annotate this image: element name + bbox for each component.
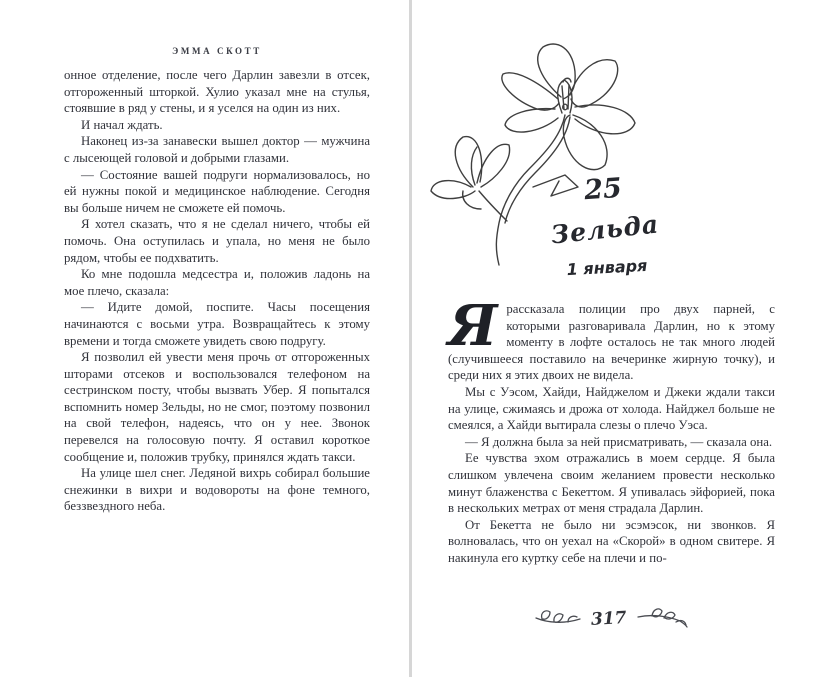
branch-flourish-left-icon — [534, 608, 582, 630]
paragraph: — Идите домой, поспите. Часы посещения начинаются с восьми утра. Возвращайтесь к этому времени и тогда сможете увидеть свою подругу. — [64, 300, 370, 348]
paragraph: Я позволил ей увести меня прочь от отгороженных шторами отсеков и воспользовался телефоном на сестринском посту, чтобы вызвать Убер. Я попытался вспомнить номер Зельды, но не смог, поэтому позвонил на свой телефон, надеясь, что он у нее. Звонок перевелся на голосовую почту. Я оставил короткое сообщение и, положив трубку, принялся ждать такси. — [64, 350, 370, 464]
right-page-body — [448, 293, 775, 567]
left-page — [64, 46, 370, 515]
paragraph: И начал ждать. — [81, 117, 163, 132]
paragraph: От Бекетта не было ни эсэмэсок, ни звонков. Я волновалась, что он уехал на «Скорой» в одном свитере. Я накинула его куртку себе на плечи и по- — [448, 517, 775, 565]
paragraph: онное отделение, после чего Дарлин завезли в отсек, отгороженный шторкой. Хулио указал мне на стулья, стоявшие в ряд у стены, и я уселся на один из них. — [64, 68, 370, 116]
branch-flourish-right-icon — [636, 607, 688, 631]
page-number: 317 — [590, 608, 628, 630]
chapter-date: 1 января — [566, 255, 648, 280]
paragraph: Ее чувства эхом отражались в моем сердце. Я была слишком увлечена своим желанием провести несколько минут блаженства с Бекеттом. Я упивалась эйфорией, пока в нескольких метрах от меня страдала Дарлин. — [448, 451, 775, 516]
chapter-number: 25 — [583, 172, 623, 207]
paragraph: — Состояние вашей подруги нормализовалось, но ей нужны покой и медицинское наблюдение. Сегодня вы больше ничем не сможете ей помочь. — [64, 167, 370, 215]
running-header-author: ЭММА СКОТТ — [172, 46, 262, 56]
chapter-title: Зельда — [549, 209, 661, 250]
paragraph: Ко мне подошла медсестра и, положив ладонь на мое плечо, сказала: — [64, 267, 370, 298]
page-number-footer — [446, 607, 776, 631]
paragraph: Мы с Уэсом, Хайди, Найджелом и Джеки ждали такси на улице, сжимаясь и дрожа от холода. Найджел больше не смеялся, а Хайди вытирала слезы о плечо Уэса. — [448, 384, 775, 433]
paragraph: Я хотел сказать, что я не сделал ничего, чтобы ей помочь. Она оступилась и упала, но меня не было рядом, чтобы ее подхватить. — [64, 217, 370, 265]
paragraph: На улице шел снег. Ледяной вихрь собирал большие снежинки в вихри и водовороты на фоне темного, беззвездного неба. — [64, 466, 370, 514]
paragraph: — Я должна была за ней присматривать, — сказала она. — [465, 434, 773, 449]
paragraph-text: рассказала полиции про двух парней, с которыми разговаривала Дарлин, но к этому моменту в лофте осталось не так много людей (случившееся поставило на вечеринке жирную точку), и среди них я этих двоих не видела. — [448, 302, 775, 383]
paragraph: Наконец из-за занавески вышел доктор — мужчина с лысеющей головой и добрыми глазами. — [64, 134, 370, 165]
left-page-body — [64, 67, 370, 515]
paragraph-with-dropcap — [448, 293, 775, 384]
drop-cap-letter: Я — [448, 293, 498, 359]
page-gutter-divider — [409, 0, 412, 677]
right-page — [446, 0, 776, 677]
